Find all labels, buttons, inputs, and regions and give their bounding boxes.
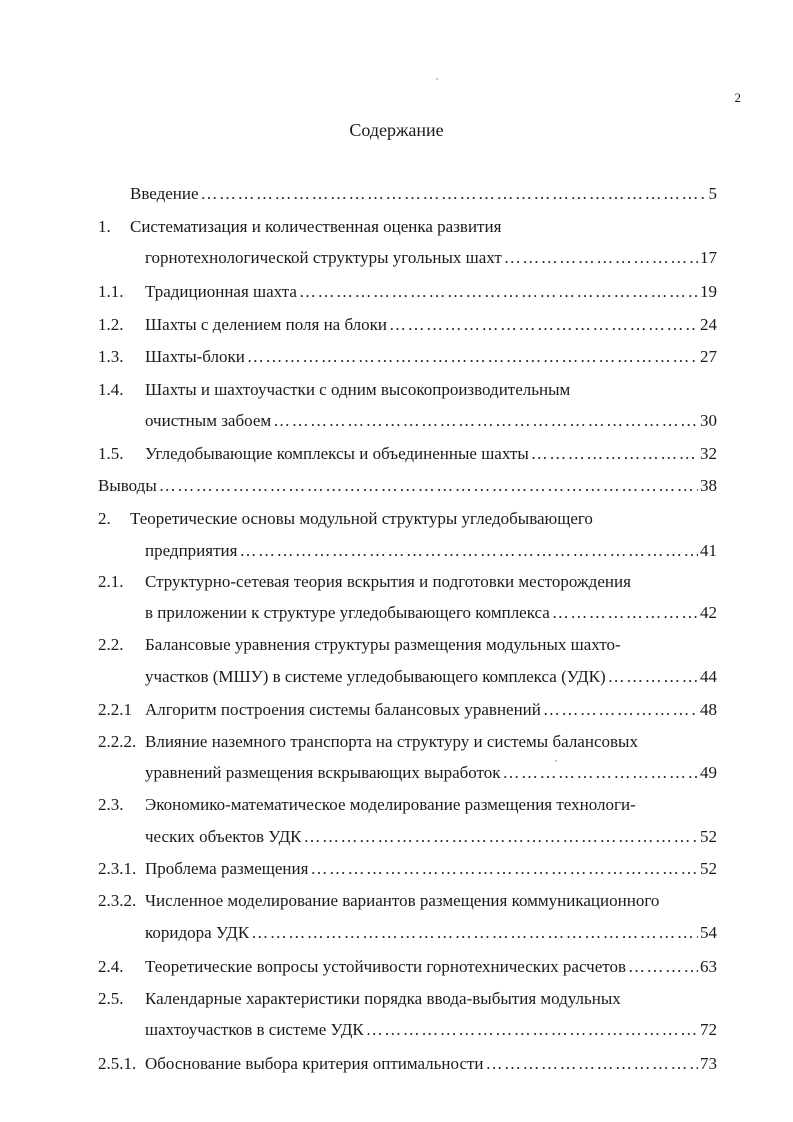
toc-entry-label: Структурно-сетевая теория вскрытия и подготовки месторождения: [145, 572, 631, 591]
toc-entry: [98, 826, 717, 848]
toc-entry-label: Шахты и шахтоучастки с одним высокопроизводительным: [145, 380, 571, 399]
toc-entry-page: 63: [700, 957, 717, 976]
toc-entry-page: 72: [700, 1020, 717, 1039]
toc-entry-page: 19: [700, 282, 717, 301]
toc-entry-page: 38: [700, 476, 717, 495]
toc-entry-number: 1.1.: [98, 282, 124, 301]
toc-entry-label: Теоретические вопросы устойчивости горнотехнических расчетов: [145, 957, 626, 976]
toc-dot-leader: [159, 475, 698, 497]
toc-entry: [98, 410, 717, 432]
toc-dot-leader: [239, 540, 698, 562]
toc-entry: [98, 602, 717, 624]
toc-entry-label: Численное моделирование вариантов размещения коммуникационного: [145, 891, 660, 910]
toc-entry-label: Балансовые уравнения структуры размещения модульных шахто-: [145, 635, 621, 654]
toc-entry-page: 54: [700, 923, 717, 942]
toc-dot-leader: [628, 956, 698, 978]
toc-entry-label: Угледобывающие комплексы и объединенные шахты: [145, 444, 529, 463]
toc-entry: [98, 571, 717, 593]
toc-entry-label: Экономико-математическое моделирование размещения технологи-: [145, 795, 636, 814]
toc-dot-leader: [247, 346, 698, 368]
toc-entry-page: 30: [700, 411, 717, 430]
toc-entry: [98, 346, 717, 368]
toc-entry-number: 2.5.1.: [98, 1054, 137, 1073]
toc-entry-label: Влияние наземного транспорта на структуру и системы балансовых: [145, 732, 638, 751]
toc-dot-leader: [251, 922, 698, 944]
toc-entry-page: 24: [700, 315, 717, 334]
toc-entry: [98, 794, 717, 816]
toc-entry: [98, 731, 717, 753]
toc-dot-leader: [608, 666, 698, 688]
toc-entry: [98, 281, 717, 303]
toc-entry: [98, 540, 717, 562]
toc-entry: [98, 762, 717, 784]
toc-entry: [98, 443, 717, 465]
toc-entry: [98, 1019, 717, 1041]
toc-entry-label: в приложении к структуре угледобывающего комплекса: [145, 603, 550, 622]
toc-entry: [98, 314, 717, 336]
toc-entry-label: Календарные характеристики порядка ввода-выбытия модульных: [145, 989, 621, 1008]
toc-dot-leader: [273, 410, 698, 432]
toc-entry-label: Систематизация и количественная оценка развития: [130, 217, 502, 236]
toc-entry-page: 73: [700, 1054, 717, 1073]
toc-entry-number: 2.5.: [98, 989, 124, 1008]
toc-entry: [98, 475, 717, 497]
toc-entry-label: уравнений размещения вскрывающих выработок: [145, 763, 501, 782]
toc-entry: [98, 922, 717, 944]
toc-entry-page: 5: [708, 184, 717, 203]
page-title: Содержание: [349, 120, 444, 140]
toc-entry-number: 2.2.2.: [98, 732, 137, 751]
toc-entry-label: коридора УДК: [145, 923, 250, 942]
toc-dot-leader: [366, 1019, 698, 1041]
toc-dot-leader: [310, 858, 698, 880]
toc-dot-leader: [504, 247, 698, 269]
toc-entry-label: Алгоритм построения системы балансовых уравнений: [145, 700, 541, 719]
toc-entry-number: 1.5.: [98, 444, 124, 463]
toc-entry: [98, 858, 717, 880]
toc-entry: [98, 247, 717, 269]
toc-entry: [98, 956, 717, 978]
toc-entry-label: Шахты с делением поля на блоки: [145, 315, 388, 334]
page-number: 2: [734, 90, 741, 105]
toc-entry-page: 27: [700, 347, 717, 366]
toc-entry-number: 2.3.1.: [98, 859, 137, 878]
toc-dot-leader: [552, 602, 698, 624]
toc-entry-number: 2.2.: [98, 635, 124, 654]
toc-entry: [98, 216, 717, 238]
scan-speck: [436, 78, 438, 80]
toc-entry-page: 52: [700, 859, 717, 878]
toc-entry-page: 17: [700, 248, 717, 267]
toc-entry-number: 2.2.1: [98, 700, 132, 719]
toc-entry-label: горнотехнологической структуры угольных шахт: [145, 248, 502, 267]
toc-entry: [98, 183, 717, 205]
toc-dot-leader: [299, 281, 698, 303]
toc-entry: [98, 508, 717, 530]
toc-entry-label: Введение: [130, 184, 199, 203]
toc-entry-label: Теоретические основы модульной структуры угледобывающего: [130, 509, 593, 528]
toc-entry: [98, 699, 717, 721]
toc-entry-label: Выводы: [98, 476, 157, 495]
toc-entry: [98, 890, 717, 912]
toc-entry-number: 2.4.: [98, 957, 124, 976]
toc-entry-label: ческих объектов УДК: [145, 827, 302, 846]
toc-dot-leader: [503, 762, 698, 784]
toc-dot-leader: [531, 443, 698, 465]
toc-entry-number: 2.: [98, 509, 111, 528]
toc-entry-number: 1.3.: [98, 347, 124, 366]
toc-entry-page: 32: [700, 444, 717, 463]
toc-entry: [98, 634, 717, 656]
toc-dot-leader: [304, 826, 698, 848]
toc-entry-page: 44: [700, 667, 717, 686]
toc-entry-page: 42: [700, 603, 717, 622]
toc-entry: [98, 379, 717, 401]
toc-entry-page: 49: [700, 763, 717, 782]
toc-entry-label: предприятия: [145, 541, 238, 560]
toc-entry-label: Шахты-блоки: [145, 347, 245, 366]
toc-entry: [98, 666, 717, 688]
toc-dot-leader: [201, 183, 707, 205]
toc-entry-label: Обоснование выбора критерия оптимальности: [145, 1054, 484, 1073]
toc-entry-number: 1.: [98, 217, 111, 236]
toc-entry-label: Проблема размещения: [145, 859, 309, 878]
toc-entry-label: шахтоучастков в системе УДК: [145, 1020, 364, 1039]
toc-entry-label: очистным забоем: [145, 411, 272, 430]
toc-entry-number: 1.4.: [98, 380, 124, 399]
toc-entry: [98, 1053, 717, 1075]
toc-entry-page: 52: [700, 827, 717, 846]
toc-entry-label: участков (МШУ) в системе угледобывающего комплекса (УДК): [145, 667, 606, 686]
toc-entry-number: 2.3.: [98, 795, 124, 814]
toc-entry-number: 2.1.: [98, 572, 124, 591]
toc-dot-leader: [486, 1053, 698, 1075]
toc-entry-number: 2.3.2.: [98, 891, 137, 910]
toc-dot-leader: [389, 314, 698, 336]
toc-entry: [98, 988, 717, 1010]
toc-entry-page: 48: [700, 700, 717, 719]
toc-entry-label: Традиционная шахта: [145, 282, 297, 301]
toc-entry-number: 1.2.: [98, 315, 124, 334]
toc-dot-leader: [543, 699, 698, 721]
toc-entry-page: 41: [700, 541, 717, 560]
